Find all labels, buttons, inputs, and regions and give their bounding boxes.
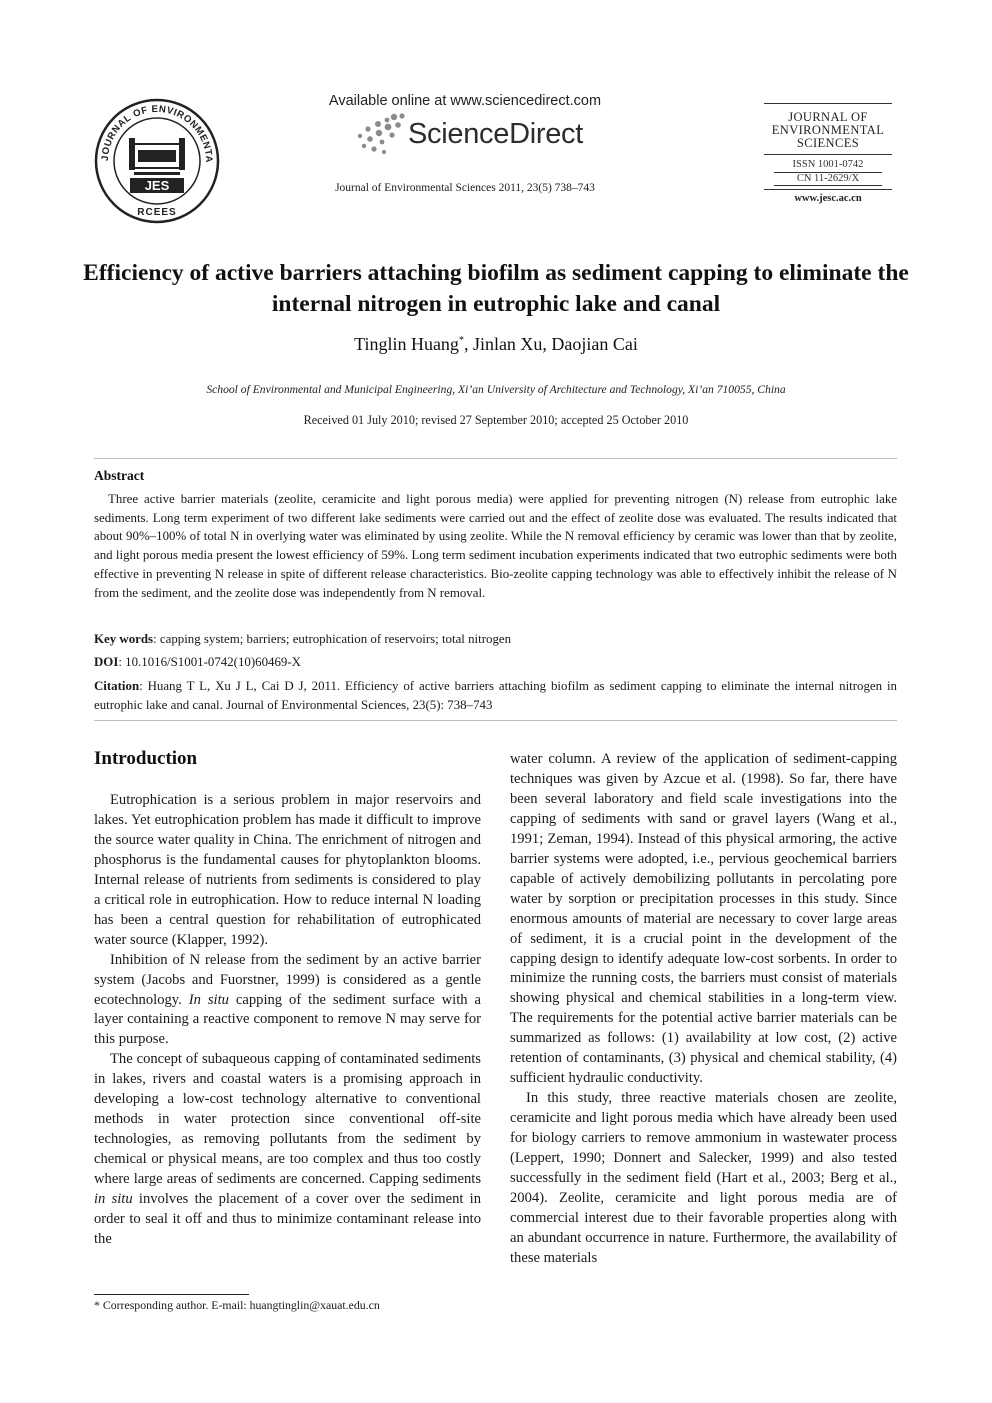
sciencedirect-online-text: Available online at www.sciencedirect.com [328, 93, 602, 109]
affiliation: School of Environmental and Municipal Engineering, Xi’an University of Architecture and Technology, Xi’an 710055, China [206, 383, 786, 396]
masthead-line-1: JOURNAL OF [788, 110, 868, 124]
paragraph: Eutrophication is a serious problem in major reservoirs and lakes. Yet eutrophication problem has made it difficult to improve the source water quality in China. The enrichment of nitrogen and phosphorus is the fundamental causes for phytoplankton blooms. Internal release of nutrients from sediments is considered to play a critical role in eutrophication. How to reduce internal N loading has been a central question for rehabilitation of eutrophicated water source (Klapper, 1992). [94, 792, 481, 948]
paragraph: water column. A review of the application of sediment-capping techniques was given by Azcue et al. (1998). So far, there have been several laboratory and field scale investigations into the capping of sediments with sand or gravel layers (Wang et al., 1991; Zeman, 1994). Instead of this physical armoring, the active barrier systems were adopted, i.e., pervious geochemical barriers capable of actively demobilizing pollutants in percolating pore water by sorption or precipitation processes in this study. Since enormous amounts of material are necessary to cover large areas of sediment, it is a crucial point in the development of the capping design to identify adequate low-cost sorbents. In order to minimize the running costs, the barriers must consist of materials showing physical and chemical stabilities in a long-term view. The requirements for the potential active barrier materials can be summarized as follows: (1) availability at low cost, (2) active retention of contaminants, (3) physical and chemical stability, (4) sufficient hydraulic conductivity. [510, 751, 897, 1087]
masthead-line-3: SCIENCES [796, 136, 860, 150]
citation-label: Citation [94, 679, 140, 693]
introduction-heading: Introduction [94, 748, 198, 769]
keywords-label: Key words [94, 632, 154, 646]
masthead-line-2: ENVIRONMENTAL [771, 123, 885, 137]
left-column [94, 791, 481, 1250]
journal-masthead-box [764, 103, 892, 204]
author-list [60, 334, 932, 355]
footnote-rule [94, 1294, 249, 1295]
doi-value[interactable]: : 10.1016/S1001-0742(10)60469-X [118, 655, 301, 669]
received-dates: Received 01 July 2010; revised 27 September 2010; accepted 25 October 2010 [303, 413, 689, 427]
abstract-heading: Abstract [94, 468, 145, 483]
citation [94, 677, 897, 714]
keywords [94, 630, 897, 649]
doi-label: DOI [94, 655, 119, 669]
sciencedirect-dots-icon [352, 112, 412, 158]
masthead-issn: ISSN 1001-0742 [792, 159, 864, 170]
masthead-url: www.jesc.ac.cn [794, 193, 862, 204]
journal-reference: Journal of Environmental Sciences 2011, 23(5) 738–743 [335, 182, 595, 194]
svg-text:RCEES: RCEES [137, 207, 177, 218]
svg-text:JOURNAL OF ENVIRONMENTAL SCIEN: JOURNAL OF ENVIRONMENTA [99, 103, 215, 164]
paragraph: Inhibition of N release from the sediment by an active barrier system (Jacobs and Fuorstner, 1999) is considered as a gentle ecotechnology. In situ capping of the sediment surface with a layer containing a reactive component to remove N may serve for this purpose. [94, 951, 482, 1048]
sciencedirect-wordmark: ScienceDirect [408, 118, 583, 150]
divider [94, 720, 897, 721]
right-column [510, 750, 897, 1269]
author-names-rest: , Jinlan Xu, Daojian Cai [463, 334, 638, 354]
article-title: Efficiency of active barriers attaching biofilm as sediment capping to eliminate the internal nitrogen in eutrophic lake and canal [83, 260, 909, 317]
masthead-cn: CN 11-2629/X [774, 172, 882, 186]
keywords-value: : capping system; barriers; eutrophication of reservoirs; total nitrogen [153, 632, 512, 646]
corresponding-author-footnote: * Corresponding author. E-mail: huangtinglin@xauat.edu.cn [94, 1298, 380, 1312]
doi [94, 653, 897, 672]
svg-text:JES: JES [144, 178, 170, 193]
author-name: Tinglin Huang [354, 334, 459, 354]
corresponding-mark: * [458, 335, 464, 346]
divider [94, 458, 897, 459]
paragraph: In this study, three reactive materials chosen are zeolite, ceramicite and light porous media which have already been used for biology carriers to remove ammonium in wastewater process (Leppert, 1990; Donnert and Salecker, 1999) and also tested successfully in the sediment field (Hart et al., 2003; Berg et al., 2004). Zeolite, ceramicite and light porous media are of commercial interest due to their favorable properties along with an abundant occurrence in nature. Furthermore, the availability of these materials [510, 1090, 897, 1266]
citation-value: : Huang T L, Xu J L, Cai D J, 2011. Efficiency of active barriers attaching biofilm as sediment capping to eliminate the internal nitrogen in eutrophic lake and canal. Journal of Environmental Sciences, 23(5): 738–743 [94, 679, 897, 712]
journal-seal-logo [94, 98, 220, 224]
sciencedirect-logo [352, 112, 592, 158]
paragraph: The concept of subaqueous capping of contaminated sediments in lakes, rivers and coastal waters is a promising approach in developing a low-cost technology alternative to conventional methods in water protection since conventional off-site technologies, as removing pollutants from the sediment by chemical or physical means, are too complex and thus too costly where large areas of sediments are concerned. Capping sediments in situ involves the placement of a cover over the sediment in order to seal it off and thus to minimize contaminant release into the [94, 1051, 481, 1247]
abstract-text: Three active barrier materials (zeolite, ceramicite and light porous media) were applied for preventing nitrogen (N) release from eutrophic lake sediments. Long term experiment of two different lake sediments were carried out and the effect of zeolite dose was evaluated. The results indicated that about 90%–100% of total N in overlying water was eliminated by using zeolite. While the N removal efficiency by ceramic was lower than that by zeolite, and light porous media present the lowest efficiency of 59%. Long term sediment incubation experiments indicated that two eutrophic sediments were both effective in preventing N release in spite of different release characteristics. Bio-zeolite capping technology was able to effectively inhibit the release of N from the sediment, and the zeolite dose was independently from N removal. [94, 492, 897, 600]
